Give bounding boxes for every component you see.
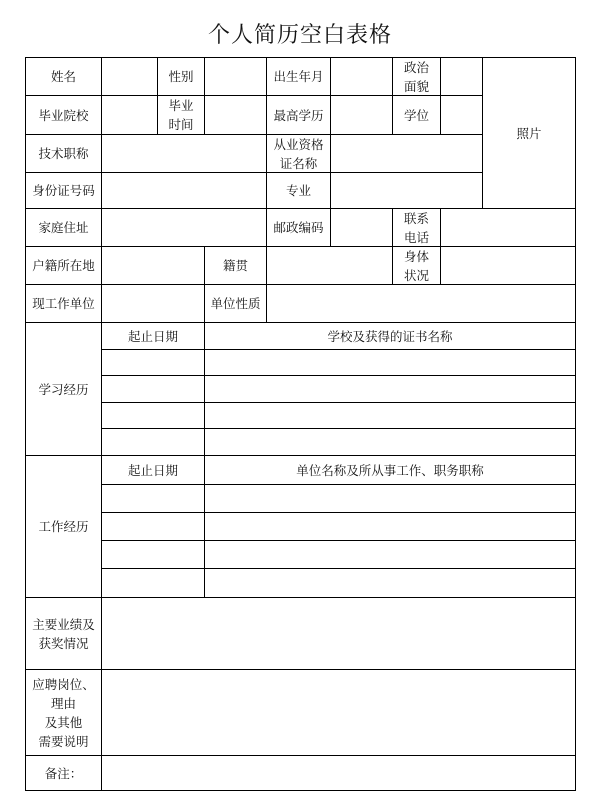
qualification-field[interactable] bbox=[331, 135, 482, 172]
school-label: 毕业院校 bbox=[38, 107, 89, 123]
achievements-line-1: 主要业绩及 bbox=[32, 616, 95, 632]
health-field[interactable] bbox=[441, 247, 575, 284]
application-line-3: 及其他 bbox=[44, 714, 83, 730]
health-label bbox=[393, 247, 440, 284]
hukou-field[interactable] bbox=[102, 247, 204, 284]
photo-label: 照片 bbox=[516, 125, 542, 141]
application-line-1: 应聘岗位、 bbox=[32, 676, 95, 692]
study-history-label: 学习经历 bbox=[38, 381, 89, 397]
qualification-label bbox=[267, 135, 330, 172]
work-history-label: 工作经历 bbox=[38, 519, 89, 534]
major-label: 专业 bbox=[285, 183, 311, 198]
work-row[interactable] bbox=[102, 541, 575, 568]
phone-field[interactable] bbox=[441, 209, 575, 246]
page-title: 个人简历空白表格 bbox=[207, 23, 392, 48]
health-line-2: 状况 bbox=[403, 267, 429, 283]
phone-line-2: 电话 bbox=[403, 229, 429, 245]
photo-box[interactable] bbox=[483, 58, 575, 208]
work-detail-header: 单位名称及所从事工作、职务职称 bbox=[296, 462, 484, 478]
achievements-label bbox=[26, 598, 101, 669]
major-field[interactable] bbox=[331, 173, 482, 208]
native-field[interactable] bbox=[267, 247, 392, 284]
unit-type-label: 单位性质 bbox=[210, 296, 261, 311]
education-label: 最高学历 bbox=[273, 107, 324, 123]
study-row[interactable] bbox=[102, 403, 575, 428]
address-field[interactable] bbox=[102, 209, 266, 246]
work-row[interactable] bbox=[102, 513, 575, 540]
study-row[interactable] bbox=[102, 376, 575, 402]
name-label: 姓名 bbox=[50, 69, 76, 84]
qualification-line-1: 从业资格 bbox=[273, 136, 324, 152]
education-field[interactable] bbox=[331, 96, 392, 134]
border-bottom bbox=[25, 790, 576, 791]
study-row[interactable] bbox=[102, 350, 575, 375]
application-line-4: 需要说明 bbox=[38, 733, 89, 749]
grad-time-line-1: 毕业 bbox=[168, 98, 194, 113]
health-line-1: 身体 bbox=[403, 248, 429, 264]
remarks-label: 备注： bbox=[44, 765, 83, 781]
employer-label: 现工作单位 bbox=[32, 296, 95, 311]
native-label: 籍贯 bbox=[222, 258, 248, 273]
title-rank-field[interactable] bbox=[102, 135, 266, 172]
work-row[interactable] bbox=[102, 569, 575, 597]
study-row[interactable] bbox=[102, 429, 575, 455]
id-number-field[interactable] bbox=[102, 173, 266, 208]
id-number-label: 身份证号码 bbox=[32, 183, 95, 198]
postcode-label: 邮政编码 bbox=[273, 220, 324, 235]
grad-time-line-2: 时间 bbox=[168, 117, 194, 132]
application-field[interactable] bbox=[102, 670, 575, 755]
school-field[interactable] bbox=[102, 96, 157, 134]
border-right bbox=[575, 57, 576, 790]
work-row[interactable] bbox=[102, 485, 575, 512]
postcode-field[interactable] bbox=[331, 209, 392, 246]
political-label bbox=[393, 58, 440, 95]
application-line-2: 理由 bbox=[50, 695, 76, 711]
gender-label: 性别 bbox=[168, 69, 194, 84]
gender-field[interactable] bbox=[205, 58, 266, 95]
political-label-line-1: 政治 bbox=[403, 59, 429, 75]
grad-time-label bbox=[158, 96, 204, 134]
grad-time-field[interactable] bbox=[205, 96, 266, 134]
title-rank-label: 技术职称 bbox=[38, 146, 89, 161]
birth-field[interactable] bbox=[331, 58, 392, 95]
degree-field[interactable] bbox=[441, 96, 482, 134]
work-date-header: 起止日期 bbox=[127, 462, 178, 478]
name-field[interactable] bbox=[102, 58, 157, 95]
degree-label: 学位 bbox=[403, 107, 429, 123]
qualification-line-2: 证名称 bbox=[279, 155, 318, 171]
achievements-field[interactable] bbox=[102, 598, 575, 669]
unit-type-field[interactable] bbox=[267, 285, 575, 322]
phone-line-1: 联系 bbox=[403, 210, 429, 226]
achievements-line-2: 获奖情况 bbox=[38, 635, 89, 651]
employer-field[interactable] bbox=[102, 285, 204, 322]
political-field[interactable] bbox=[441, 58, 482, 95]
political-label-line-2: 面貌 bbox=[403, 78, 429, 94]
phone-label bbox=[393, 209, 440, 246]
application-label bbox=[26, 670, 101, 755]
hukou-label: 户籍所在地 bbox=[32, 258, 95, 273]
address-label: 家庭住址 bbox=[38, 220, 89, 235]
remarks-field[interactable] bbox=[102, 756, 575, 790]
study-date-header: 起止日期 bbox=[127, 328, 178, 344]
study-detail-header: 学校及获得的证书名称 bbox=[327, 328, 453, 344]
birth-label: 出生年月 bbox=[273, 69, 324, 84]
